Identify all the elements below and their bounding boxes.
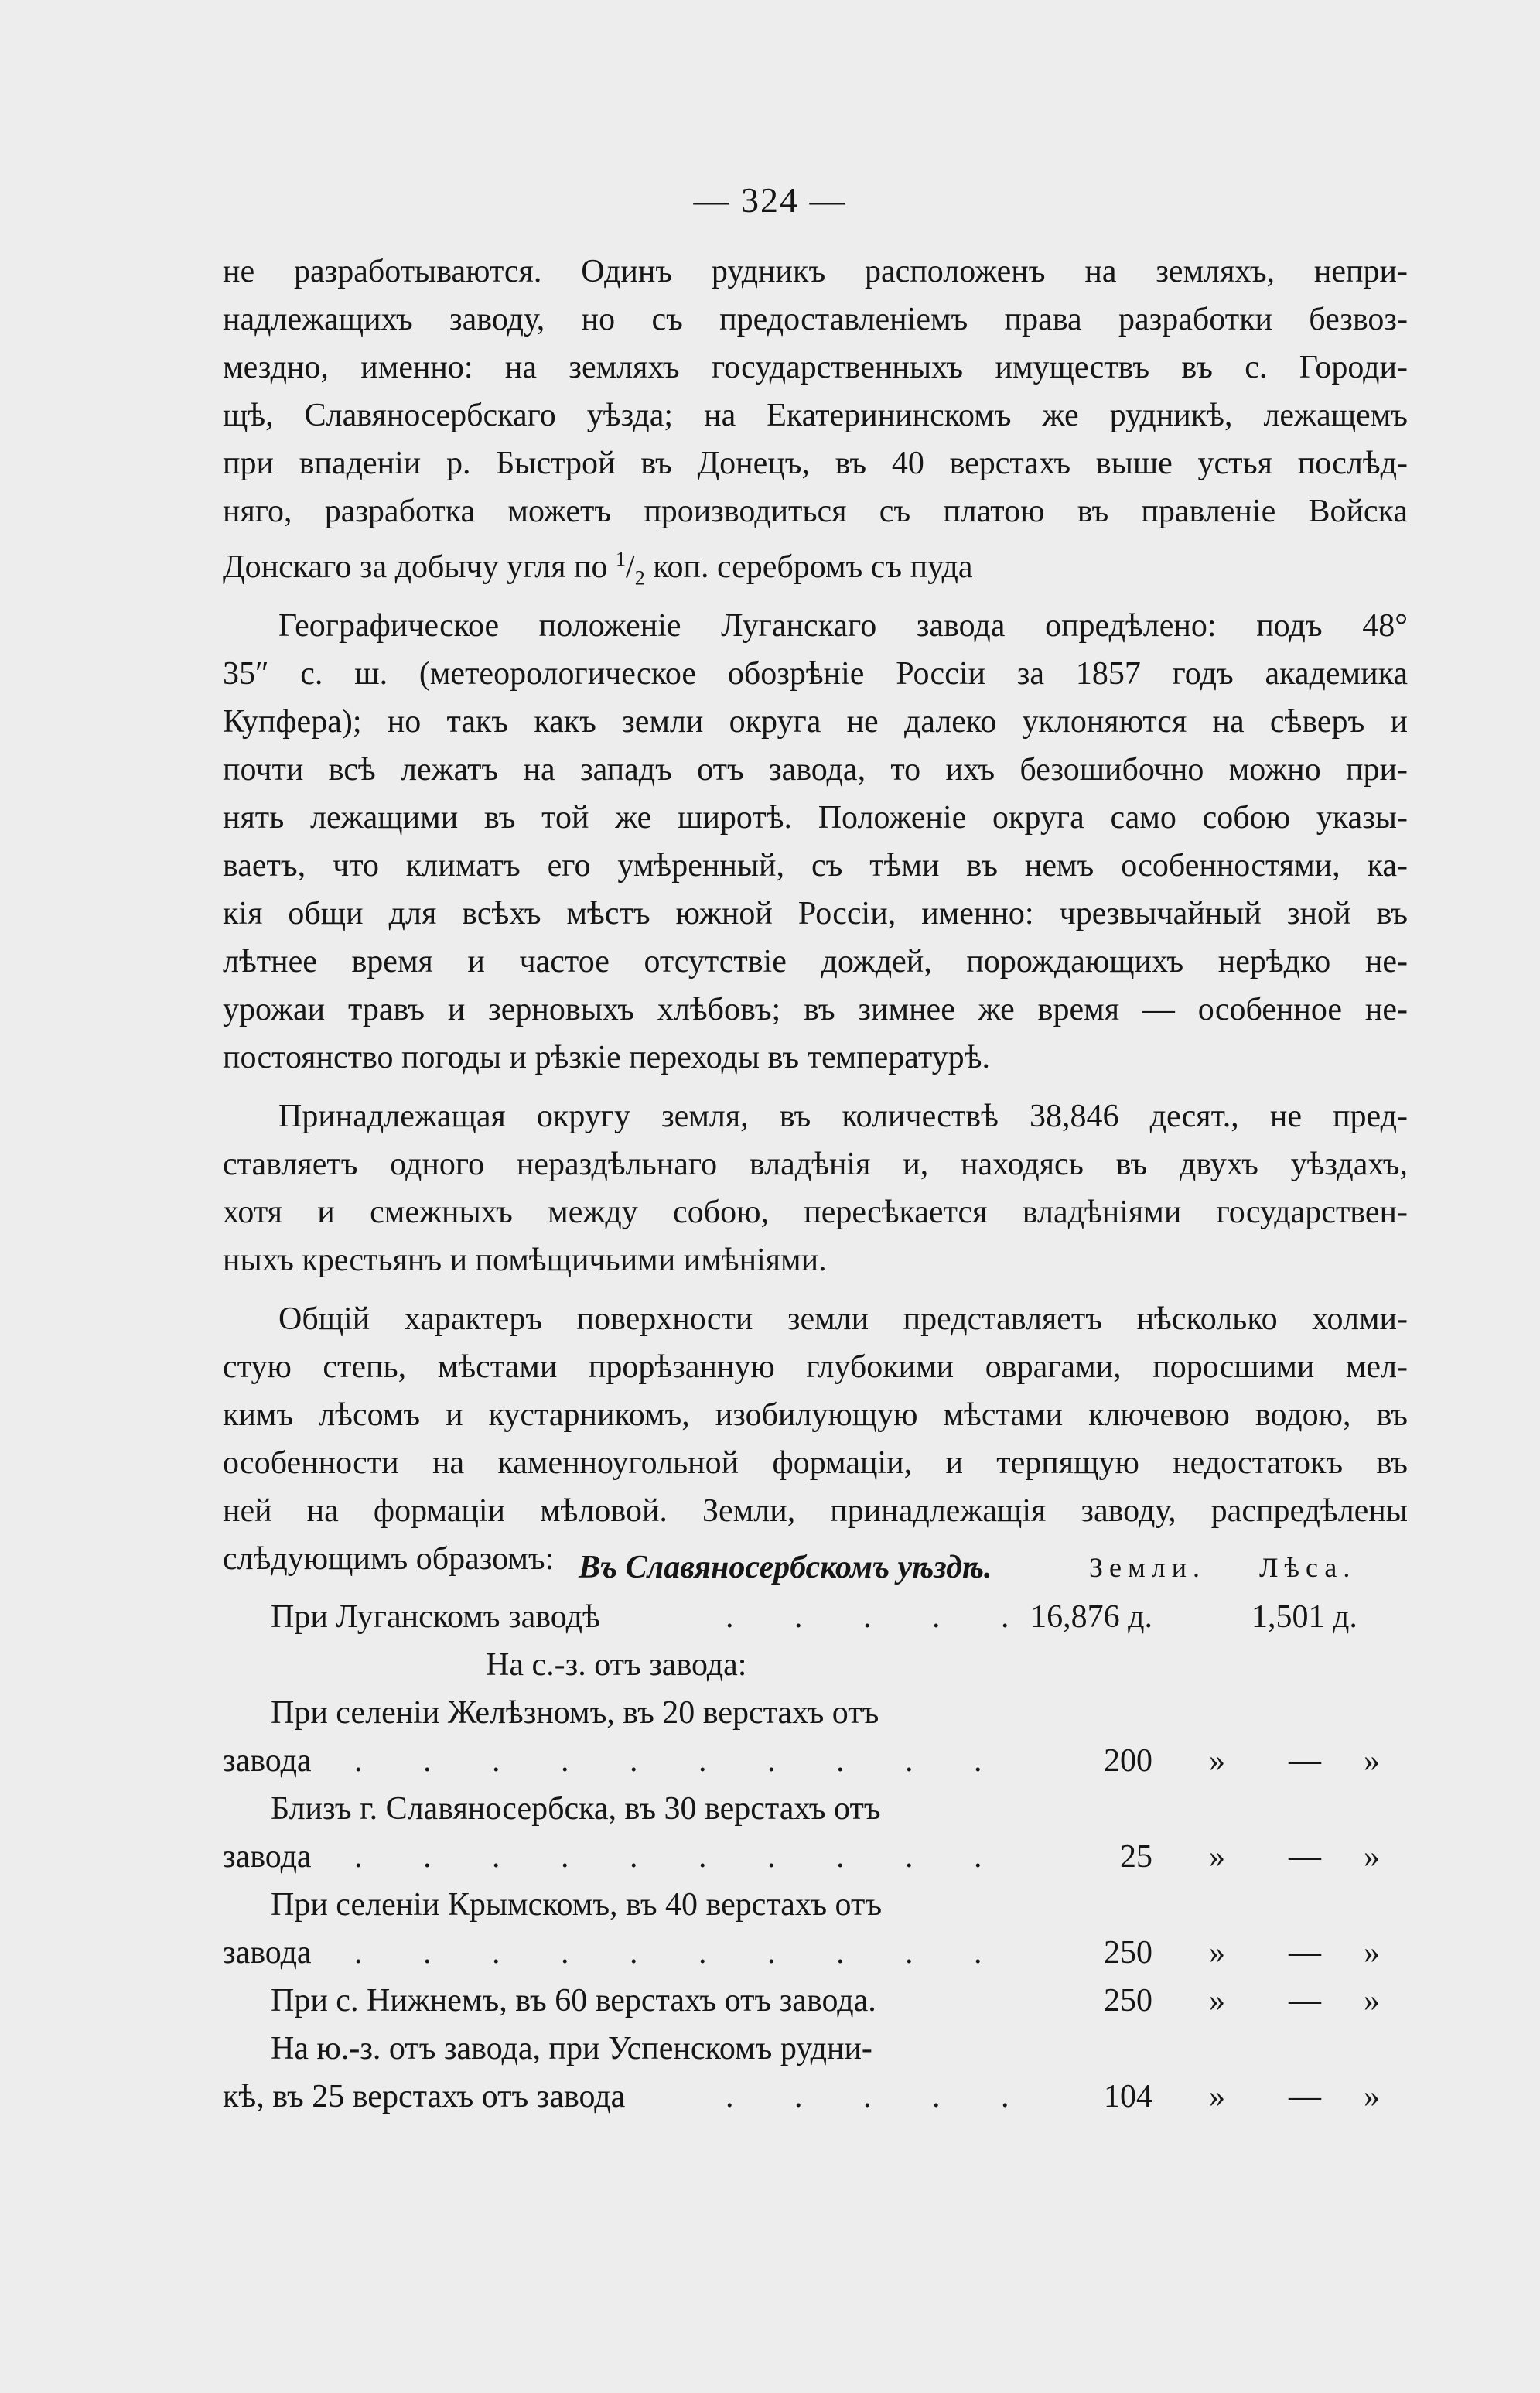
row-label: При селеніи Желѣзномъ, въ 20 верстахъ отъ	[271, 1695, 879, 1731]
table-header	[223, 1543, 1408, 1591]
row-label: завода	[223, 1935, 312, 1971]
table-row	[223, 2025, 1408, 2073]
paragraph-3	[223, 1092, 1408, 1284]
table-row-continuation	[223, 2073, 1408, 2121]
ditto-mark: »	[1364, 1839, 1380, 1875]
ditto-mark: »	[1209, 1983, 1225, 2019]
text-line	[223, 535, 1408, 602]
dash-mark: —	[1289, 1983, 1321, 2019]
text-line: ставляетъ одного нераздѣльнаго владѣнія и, находясь въ двухъ уѣздахъ,	[223, 1147, 1408, 1183]
text-line: урожаи травъ и зерновыхъ хлѣбовъ; въ зимнее же время — особенное не-	[223, 992, 1408, 1028]
fraction-numerator: 1	[616, 548, 627, 570]
column-header-forest: Лѣса.	[1259, 1552, 1357, 1583]
row-label: кѣ, въ 25 верстахъ отъ завода	[223, 2079, 626, 2114]
paragraph-gap	[223, 1284, 1408, 1295]
text-line: не разработываются. Одинъ рудникъ расположенъ на земляхъ, непри-	[223, 254, 1408, 289]
table-row	[223, 1593, 1408, 1641]
table-row	[223, 1977, 1408, 2025]
paragraph-4	[223, 1295, 1408, 1583]
text-line: Принадлежащая округу земля, въ количествѣ 38,846 десят., не пред-	[278, 1099, 1408, 1135]
fraction: $^1/_2$	[616, 548, 645, 590]
land-value: 25	[1120, 1839, 1152, 1875]
land-value: 200	[1104, 1743, 1152, 1779]
ditto-mark: »	[1364, 1983, 1380, 2019]
dash-mark: —	[1289, 2079, 1321, 2114]
row-label: завода	[223, 1839, 312, 1875]
text-line: кія общи для всѣхъ мѣстъ южной Россіи, именно: чрезвычайный зной въ	[223, 896, 1408, 932]
text-line: почти всѣ лежатъ на западъ отъ завода, то ихъ безошибочно можно при-	[223, 752, 1408, 788]
leader-dots: . . . . . . . . . .	[354, 1839, 1009, 1875]
land-value: 250	[1104, 1983, 1152, 2019]
text-line: особенности на каменноугольной формаціи, и терпящую недостатокъ въ	[223, 1445, 1408, 1482]
ditto-mark: »	[1209, 1935, 1225, 1971]
table-subheading	[223, 1641, 1408, 1689]
text-line: Географическое положеніе Луганскаго завода опредѣлено: подъ 48°	[278, 608, 1408, 644]
text-line: слѣдующимъ образомъ:	[223, 1541, 555, 1578]
forest-value: 1,501 д.	[1251, 1599, 1357, 1635]
leader-dots: . . . . .	[726, 2079, 1036, 2114]
text-line: при впаденіи р. Быстрой въ Донецъ, въ 40 верстахъ выше устья послѣд-	[223, 446, 1408, 481]
table-row	[223, 1881, 1408, 1929]
subheading-text: На с.-з. отъ завода:	[486, 1647, 747, 1683]
row-label: При Луганскомъ заводѣ	[271, 1599, 600, 1635]
text-fragment: коп. серебромъ съ пуда	[644, 549, 973, 585]
row-label: завода	[223, 1743, 312, 1779]
table-row-continuation	[223, 1833, 1408, 1881]
row-label: Близъ г. Славяносербска, въ 30 верстахъ отъ	[271, 1791, 881, 1827]
page-number: — 324 —	[693, 180, 847, 220]
land-value: 250	[1104, 1935, 1152, 1971]
paragraph-1	[223, 248, 1408, 602]
ditto-mark: »	[1364, 2079, 1380, 2114]
fraction-denominator: 2	[634, 566, 645, 590]
text-line: ваетъ, что климатъ его умѣренный, съ тѣми въ немъ особенностями, ка-	[223, 848, 1408, 884]
body-text	[223, 248, 1408, 1583]
ditto-mark: »	[1364, 1743, 1380, 1779]
row-label: При селеніи Крымскомъ, въ 40 верстахъ отъ	[271, 1887, 883, 1923]
table-row-continuation	[223, 1929, 1408, 1977]
ditto-mark: »	[1209, 2079, 1225, 2114]
dash-mark: —	[1289, 1839, 1321, 1875]
row-label: На ю.-з. отъ завода, при Успенскомъ рудни-	[271, 2031, 872, 2067]
text-line: нять лежащими въ той же широтѣ. Положеніе округа само собою указы-	[223, 800, 1408, 836]
leader-dots: . . . . . . . . . .	[354, 1743, 1009, 1779]
leader-dots: . . . . . . . . . .	[354, 1935, 1009, 1971]
ditto-mark: »	[1364, 1935, 1380, 1971]
text-line: щѣ, Славяносербскаго уѣзда; на Екатерининскомъ же рудникѣ, лежащемъ	[223, 398, 1408, 433]
text-line: хотя и смежныхъ между собою, пересѣкается владѣніями государствен-	[223, 1195, 1408, 1231]
dash-mark: —	[1289, 1743, 1321, 1779]
text-line: Купфера); но такъ какъ земли округа не далеко уклоняются на сѣверъ и	[223, 704, 1408, 740]
text-line: лѣтнее время и частое отсутствіе дождей, порождающихъ нерѣдко не-	[223, 944, 1408, 980]
dash-mark: —	[1289, 1935, 1321, 1971]
district-heading: Въ Славяносербскомъ уѣздѣ.	[579, 1550, 992, 1585]
ditto-mark: »	[1209, 1743, 1225, 1779]
leader-dots: . . . . .	[726, 1599, 1036, 1635]
paragraph-2	[223, 602, 1408, 1082]
text-line: постоянство погоды и рѣзкіе переходы въ температурѣ.	[223, 1040, 990, 1076]
ditto-mark: »	[1209, 1839, 1225, 1875]
land-value: 16,876 д.	[1030, 1599, 1152, 1635]
text-fragment: Донскаго за добычу угля по	[223, 549, 616, 585]
text-line: кимъ лѣсомъ и кустарникомъ, изобилующую мѣстами ключевою водою, въ	[223, 1397, 1408, 1434]
land-value: 104	[1104, 2079, 1152, 2114]
column-header-land: Земли.	[1089, 1552, 1207, 1583]
text-line: стую степь, мѣстами прорѣзанную глубокими оврагами, поросшими мел-	[223, 1349, 1408, 1386]
text-line: ныхъ крестьянъ и помѣщичьими имѣніями.	[223, 1243, 827, 1279]
table-row	[223, 1689, 1408, 1737]
text-line: надлежащихъ заводу, но съ предоставленіемъ права разработки безвоз-	[223, 302, 1408, 337]
text-line: няго, разработка можетъ производиться съ платою въ правленіе Войска	[223, 494, 1408, 529]
text-line: Общій характеръ поверхности земли представляетъ нѣсколько холми-	[278, 1301, 1408, 1338]
paragraph-gap	[223, 1082, 1408, 1092]
text-line: 35″ с. ш. (метеорологическое обозрѣніе Россіи за 1857 годъ академика	[223, 656, 1408, 692]
text-line: ней на формаціи мѣловой. Земли, принадлежащія заводу, распредѣлены	[223, 1493, 1408, 1530]
text-line: мездно, именно: на земляхъ государственныхъ имуществъ въ с. Городи-	[223, 350, 1408, 385]
table-row-continuation	[223, 1737, 1408, 1785]
row-label: При с. Нижнемъ, въ 60 верстахъ отъ завода.	[271, 1983, 876, 2019]
table-row	[223, 1785, 1408, 1833]
